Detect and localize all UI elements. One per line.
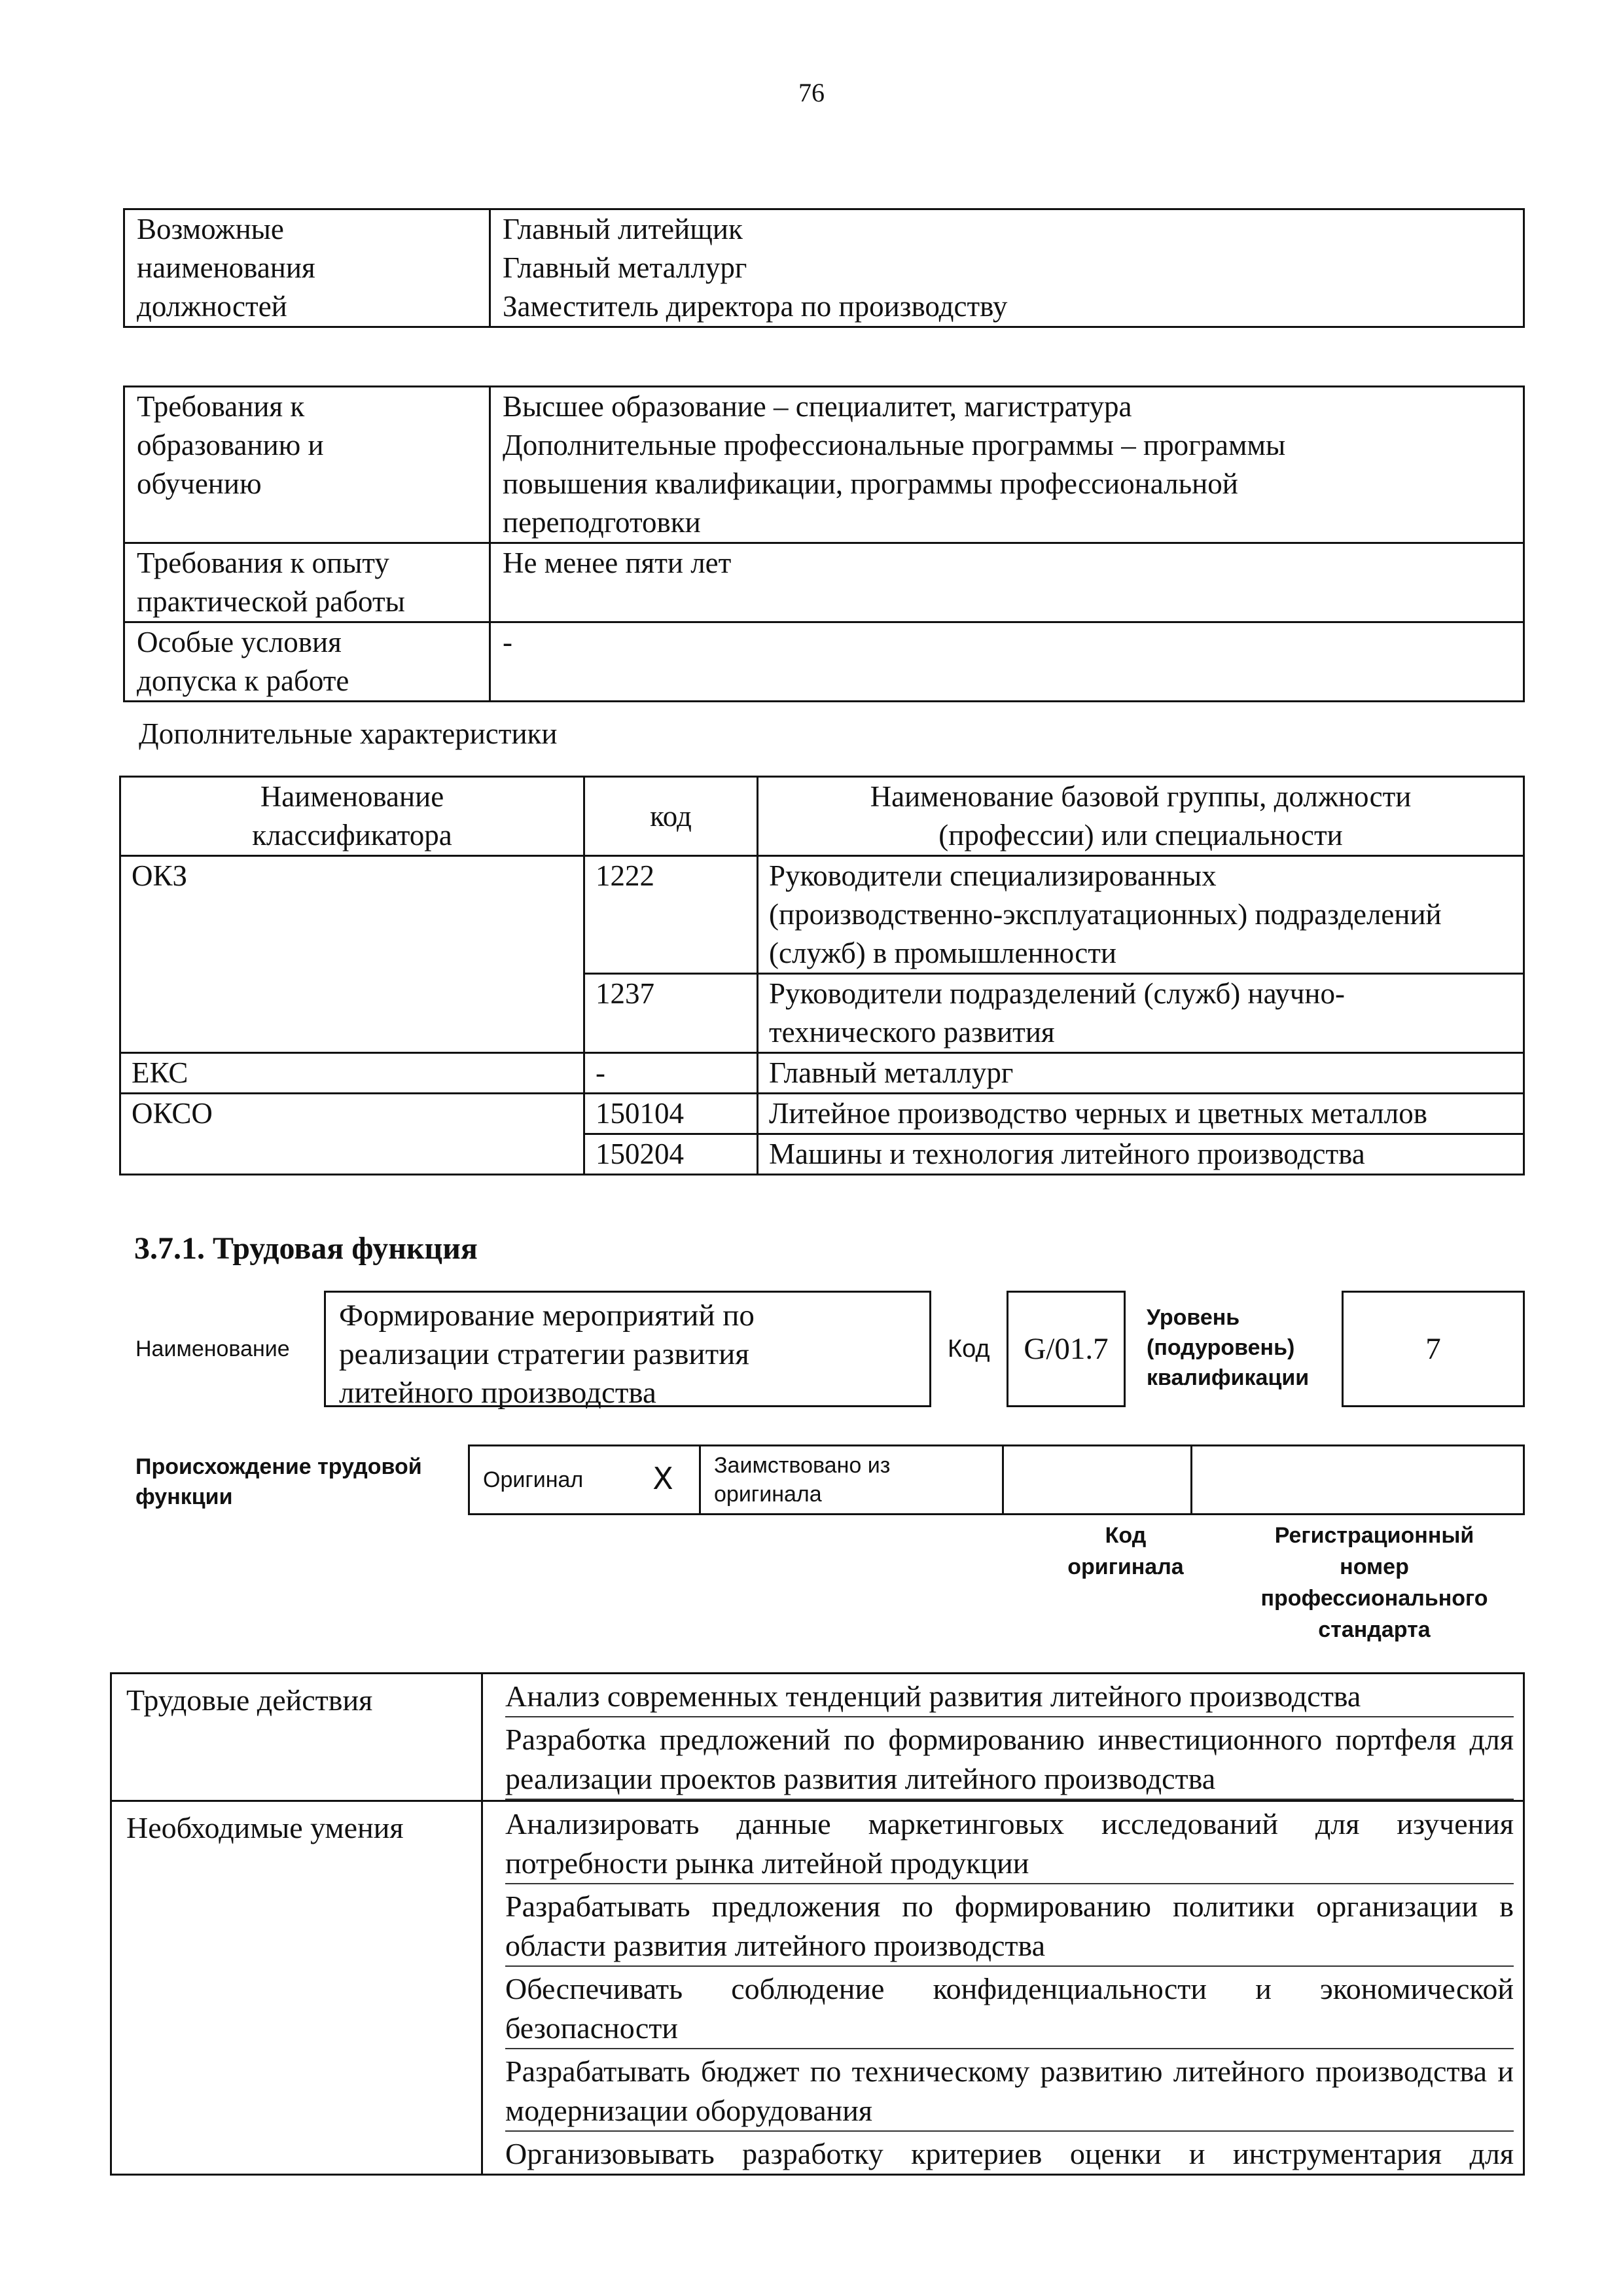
caption-line: стандарта	[1318, 1617, 1431, 1642]
label-line: практической работы	[137, 585, 405, 618]
function-level-value: 7	[1425, 1332, 1441, 1366]
caption-line: номер	[1340, 1554, 1409, 1579]
origin-label-line: Происхождение трудовой	[135, 1454, 422, 1479]
name-cell	[758, 856, 1524, 974]
item-line: безопасности	[505, 2011, 679, 2045]
requirements-experience-value	[490, 543, 1524, 622]
header-line: классификатора	[252, 819, 452, 852]
value-line: Главный металлург	[503, 251, 747, 284]
label-line: Требования к опыту	[137, 547, 389, 579]
registration-caption	[1243, 1520, 1505, 1645]
requirements-experience-label	[124, 543, 490, 622]
label-line: наименования	[137, 251, 315, 284]
name-line: Руководители специализированных	[769, 859, 1217, 892]
list-item	[505, 1717, 1514, 1800]
borrowed-label	[700, 1446, 1003, 1515]
labor-table	[110, 1672, 1525, 2176]
name-cell	[758, 974, 1524, 1053]
item-line: Разрабатывать предложения по формированию политики организации в	[505, 1890, 1514, 1923]
name-line: Главный металлург	[769, 1056, 1014, 1089]
table-row	[111, 1674, 1524, 1801]
caption-line: оригинала	[1067, 1554, 1184, 1579]
table-row	[120, 856, 1524, 974]
table-row	[124, 543, 1524, 622]
value-line: Высшее образование – специалитет, магистратура	[503, 390, 1132, 423]
required-skills-items	[482, 1801, 1524, 2175]
table-row	[469, 1446, 1524, 1515]
classifier-table	[119, 776, 1525, 1175]
value-line: Дополнительные профессиональные программы – программы	[503, 429, 1286, 461]
original-mark	[627, 1446, 700, 1515]
checkmark-x-icon: X	[652, 1460, 673, 1496]
list-item	[505, 1884, 1514, 1967]
header-classifier	[120, 777, 584, 856]
table-row	[120, 1094, 1524, 1134]
item-line: Разрабатывать бюджет по техническому развитию литейного	[505, 2054, 1305, 2088]
caption-line: профессионального	[1260, 1586, 1488, 1611]
labor-actions-label: Трудовые действия	[111, 1674, 482, 1801]
function-code-value: G/01.7	[1024, 1332, 1109, 1366]
name-cell	[758, 1094, 1524, 1134]
page-number: 76	[798, 78, 825, 107]
borrowed-line: Заимствовано из	[714, 1453, 891, 1478]
labor-actions-items	[482, 1674, 1524, 1801]
requirements-education-value	[490, 387, 1524, 543]
list-item	[505, 2049, 1514, 2132]
label-line: допуска к работе	[137, 664, 349, 697]
code-cell: -	[584, 1053, 758, 1094]
list-item	[505, 2132, 1514, 2174]
item-line: области развития литейного производства	[505, 1929, 1046, 1962]
header-group	[758, 777, 1524, 856]
header-line: (профессии) или специальности	[938, 819, 1343, 852]
header-code: код	[584, 777, 758, 856]
label-line: образованию и	[137, 429, 324, 461]
list-item	[505, 1967, 1514, 2049]
positions-table	[123, 208, 1525, 328]
name-line: Формирование мероприятий по	[339, 1299, 755, 1333]
item-line: Обеспечивать соблюдение конфиденциальности и экономической	[505, 1972, 1514, 2005]
code-cell: 1237	[584, 974, 758, 1053]
origin-table	[468, 1444, 1525, 1515]
level-label-line: Уровень	[1147, 1305, 1240, 1330]
function-code-box	[1007, 1291, 1126, 1407]
function-code-label: Код	[948, 1335, 990, 1363]
item-line: для реализации проектов развития литейного производства	[505, 1723, 1514, 1795]
value-line: повышения квалификации, программы профессиональной	[503, 467, 1238, 500]
table-row	[124, 622, 1524, 702]
name-line: Руководители подразделений (служб) научно-	[769, 977, 1345, 1010]
original-code-cell	[1003, 1446, 1192, 1515]
item-line: производства и модернизации оборудования	[505, 2054, 1514, 2127]
code-cell: 1222	[584, 856, 758, 974]
origin-label	[135, 1452, 422, 1512]
function-name-box	[324, 1291, 931, 1410]
borrowed-line: оригинала	[714, 1482, 822, 1507]
requirements-conditions-label	[124, 622, 490, 702]
requirements-conditions-value	[490, 622, 1524, 702]
caption-line: Регистрационный	[1274, 1523, 1474, 1548]
list-item	[505, 1802, 1514, 1884]
code-caption	[1050, 1520, 1201, 1583]
value-line: Главный литейщик	[503, 213, 743, 245]
name-line: Машины и технология литейного производства	[769, 1138, 1365, 1170]
name-line: реализации стратегии развития	[339, 1337, 749, 1371]
list-item	[505, 1674, 1514, 1717]
requirements-table	[123, 386, 1525, 702]
header-line: Наименование базовой группы, должности	[870, 780, 1412, 813]
caption-line: Код	[1105, 1523, 1147, 1548]
label-line: должностей	[137, 290, 287, 323]
label-line: Особые условия	[137, 626, 342, 658]
section-title: 3.7.1. Трудовая функция	[134, 1231, 478, 1266]
name-cell	[758, 1134, 1524, 1175]
table-row	[111, 1801, 1524, 2175]
name-line: литейного производства	[339, 1376, 656, 1410]
code-cell: 150104	[584, 1094, 758, 1134]
name-line: (производственно-эксплуатационных) подразделений	[769, 898, 1442, 931]
name-line: Литейное производство черных и цветных металлов	[769, 1097, 1427, 1130]
classifier-cell: ОКЗ	[120, 856, 584, 1053]
item-line: Анализ современных тенденций развития литейного производства	[505, 1679, 1361, 1713]
code-cell: 150204	[584, 1134, 758, 1175]
value-line: -	[503, 626, 512, 658]
value-line: переподготовки	[503, 506, 701, 539]
positions-values	[490, 209, 1524, 327]
name-line: технического развития	[769, 1016, 1055, 1049]
item-line: Организовывать разработку критериев оценки и инструментария для	[505, 2137, 1514, 2170]
name-cell	[758, 1053, 1524, 1094]
item-line: Анализировать данные маркетинговых исследований для изучения	[505, 1807, 1514, 1840]
level-label-line: квалификации	[1147, 1365, 1310, 1390]
extra-characteristics-title: Дополнительные характеристики	[139, 717, 558, 750]
function-level-label	[1147, 1302, 1309, 1393]
item-line: потребности рынка литейной продукции	[505, 1846, 1029, 1880]
positions-label	[124, 209, 490, 327]
function-name-label: Наименование	[135, 1336, 290, 1361]
required-skills-label: Необходимые умения	[111, 1801, 482, 2175]
function-name-value	[326, 1293, 929, 1416]
original-label: Оригинал	[469, 1446, 628, 1515]
label-line: Требования к	[137, 390, 305, 423]
name-line: (служб) в промышленности	[769, 937, 1116, 969]
requirements-education-label	[124, 387, 490, 543]
label-line: обучению	[137, 467, 262, 500]
level-label-line: (подуровень)	[1147, 1335, 1295, 1360]
classifier-cell: ЕКС	[120, 1053, 584, 1094]
registration-number-cell	[1192, 1446, 1524, 1515]
function-level-box	[1342, 1291, 1525, 1407]
value-line: Заместитель директора по производству	[503, 290, 1008, 323]
table-row	[120, 1053, 1524, 1094]
label-line: Возможные	[137, 213, 284, 245]
item-line: Разработка предложений по формированию инвестиционного портфеля	[505, 1723, 1457, 1756]
origin-label-line: функции	[135, 1484, 233, 1509]
table-row	[124, 387, 1524, 543]
table-header-row	[120, 777, 1524, 856]
classifier-cell: ОКСО	[120, 1094, 584, 1175]
header-line: Наименование	[260, 780, 444, 813]
value-line: Не менее пяти лет	[503, 547, 732, 579]
